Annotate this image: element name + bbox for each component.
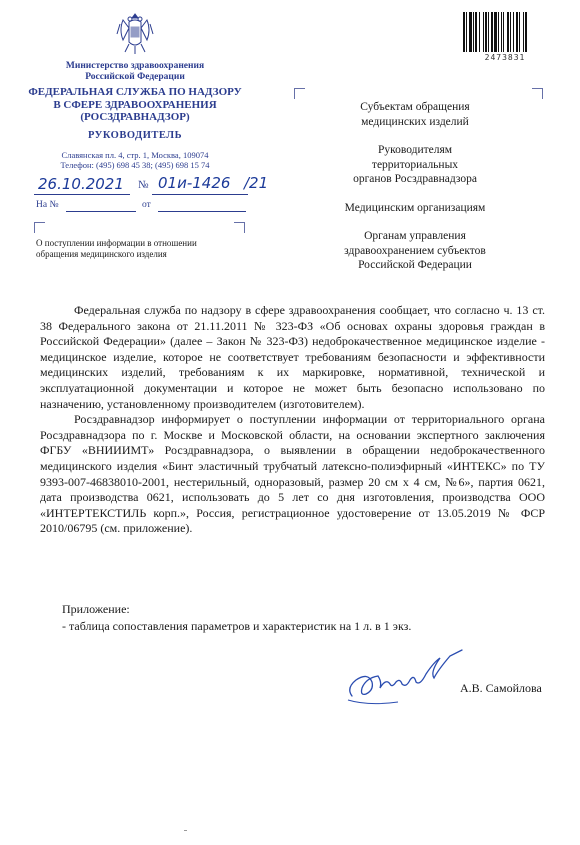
addressee-corner-right: [532, 88, 543, 99]
barcode-bar: [485, 12, 487, 52]
outgoing-number-line: [38, 172, 278, 200]
addressee-2-line-1: Руководителям: [377, 144, 453, 156]
agency-line-1: ФЕДЕРАЛЬНАЯ СЛУЖБА ПО НАДЗОРУ: [28, 86, 242, 98]
handwritten-number: 01и-1426: [158, 174, 231, 192]
ministry-line-1: Министерство здравоохранения: [65, 61, 205, 71]
ref-from-underline: [158, 211, 246, 212]
addressee-1-line-1: Субъектам обращения: [360, 101, 470, 113]
page-speck: [184, 830, 187, 831]
ref-number-label: На №: [36, 200, 59, 210]
barcode-number: 2473831: [484, 53, 526, 62]
coat-of-arms-emblem: [115, 10, 155, 56]
reference-line: [36, 200, 246, 214]
agency-line-3: (РОСЗДРАВНАДЗОР): [80, 111, 190, 123]
barcode-bar: [501, 12, 502, 52]
addressee-2-line-3: органов Росздравнадзора: [353, 173, 477, 185]
date-underline: [34, 194, 130, 195]
addressee-3-line-1: Медицинским организациям: [344, 201, 486, 214]
barcode-bar: [516, 12, 518, 52]
barcode-bar: [463, 12, 465, 52]
agency-line-2: В СФЕРЕ ЗДРАВООХРАНЕНИЯ: [53, 98, 217, 111]
ministry-name: [20, 61, 250, 83]
barcode-bar: [510, 12, 511, 52]
subject-line-1: О поступлении информации в отношении: [36, 238, 197, 248]
barcode-bar: [483, 12, 484, 52]
addressee-1: [305, 100, 525, 129]
barcode-bar: [469, 12, 472, 52]
addressee-4-line-3: Российской Федерации: [358, 259, 472, 271]
barcode-bar: [466, 12, 467, 52]
attachment-item: - таблица сопоставления параметров и характеристик на 1 л. в 1 экз.: [62, 619, 412, 633]
addressee-list: [305, 100, 525, 287]
barcode-bar: [475, 12, 477, 52]
barcode-bar: [498, 12, 499, 52]
attachment-title: Приложение:: [62, 602, 130, 616]
barcode-bar: [513, 12, 514, 52]
barcode-bar: [503, 12, 504, 52]
ministry-line-2: Российской Федерации: [85, 72, 185, 82]
letter-subject: [36, 238, 246, 260]
ref-from-label: от: [142, 200, 151, 210]
subject-corner-left: [34, 222, 45, 233]
addressee-2-line-2: территориальных: [371, 158, 459, 171]
address-line-2: Телефон: (495) 698 45 38; (495) 698 15 74: [60, 160, 210, 170]
addressee-4-line-2: здравоохранением субъектов: [344, 244, 486, 257]
ref-number-underline: [66, 211, 136, 212]
letter-body: [40, 303, 545, 537]
barcode-bar: [488, 12, 489, 52]
number-underline: [152, 194, 248, 195]
barcode-bar: [491, 12, 493, 52]
addressee-4-line-1: Органам управления: [364, 230, 466, 242]
body-paragraph-2: Росздравнадзор информирует о поступлении информации от территориального органа Росздравнадзора по г. Москве и Московской области, на основании экспертного заключения ФГБУ «ВНИИИМТ» Росздравнадзора, о выявлении в обращении недоброкачественного медицинского изделия «Бинт эластичный трубчатый латексно-полиэфирный «ИНТЕКС» по ТУ 9393-007-46838010-2001, нестерильный, одноразовый, размер 20 см х 4 см, №6», партия 0621, дата производства 0621, использовать до 5 лет со дня изготовления, производства ООО «ИНТЕРТЕКСТИЛЬ корп.», Россия, регистрационное удостоверение от 13.05.2019 № ФСР 2010/06795 (см. приложение).: [40, 412, 545, 536]
subject-line-2: обращения медицинского изделия: [36, 249, 167, 259]
agency-name: [20, 86, 250, 124]
barcode-bar: [525, 12, 527, 52]
barcode-bar: [479, 12, 480, 52]
barcode-bar: [494, 12, 497, 52]
barcode-bar: [473, 12, 474, 52]
number-label: №: [138, 179, 149, 191]
addressee-2: [305, 143, 525, 187]
addressee-1-line-2: медицинских изделий: [361, 115, 469, 128]
body-paragraph-1: Федеральная служба по надзору в сфере здравоохранения сообщает, что согласно ч. 13 ст. 38 Федерального закона от 21.11.2011 № 323-ФЗ «Об основах охраны здоровья граждан в Российской Федерации» (далее – Закон № 323-ФЗ) недоброкачественное медицинское изделие - медицинское изделие, которое не соответствует требованиям безопасности и эффективности медицинских изделий, требованиям к их маркировке, нормативной, технической и эксплуатационной документации и которое не может быть безопасно использовано по назначению, установленному производителем (изготовителем).: [40, 303, 545, 411]
barcode-bar: [523, 12, 524, 52]
address-line-1: Славянская пл. 4, стр. 1, Москва, 109074: [61, 150, 209, 160]
handwritten-signature: [338, 648, 488, 708]
addressee-4: [305, 229, 525, 273]
handwritten-date: 26.10.2021: [38, 175, 124, 193]
signer-name: А.В. Самойлова: [460, 681, 542, 695]
agency-address: [20, 150, 250, 170]
addressee-3: [305, 201, 525, 216]
number-suffix: /21: [244, 174, 269, 192]
barcode-bar: [507, 12, 509, 52]
barcode-bar: [519, 12, 520, 52]
addressee-corner-left: [294, 88, 305, 99]
barcode: [462, 12, 548, 54]
head-title: РУКОВОДИТЕЛЬ: [87, 130, 183, 141]
subject-corner-right: [234, 222, 245, 233]
